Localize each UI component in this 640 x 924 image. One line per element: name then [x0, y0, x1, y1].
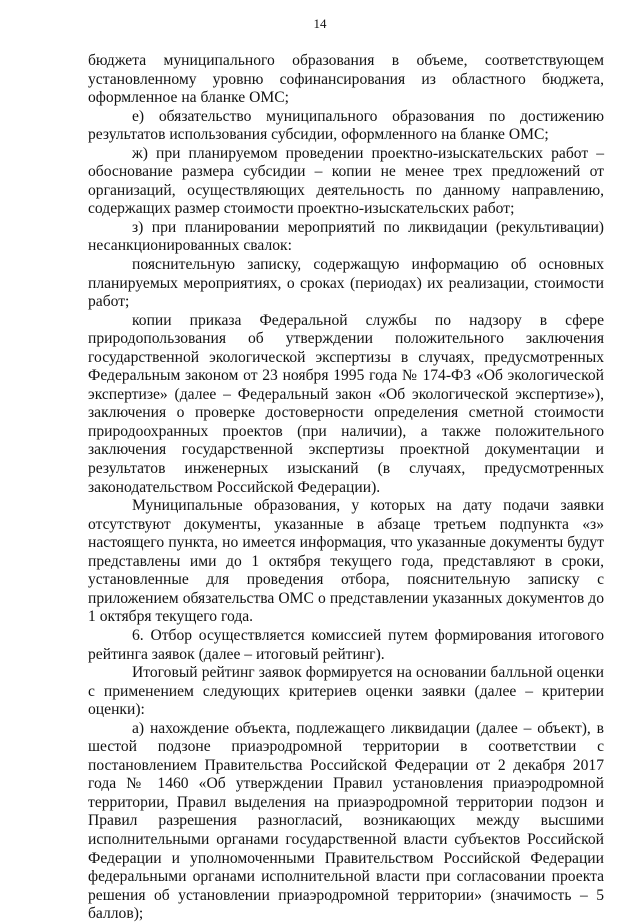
paragraph-item-zh: ж) при планируемом проведении проектно-изыскательских работ – обоснование размера субсидии – копии не менее трех предложений от организаций, осуществляющих деятельность по данному направлению, содержащих размер стоимости проектно-изыскательских работ; — [88, 144, 604, 218]
paragraph-continuation: бюджета муниципального образования в объеме, соответствующем установленному уровню софинансирования из областного бюджета, оформленное на бланке ОМС; — [88, 52, 604, 107]
paragraph-rating: Итоговый рейтинг заявок формируется на основании балльной оценки с применением следующих критериев оценки заявки (далее – критерии оценки): — [88, 664, 604, 719]
paragraph-municipalities: Муниципальные образования, у которых на дату подачи заявки отсутствуют документы, указанные в абзаце третьем подпункта «з» настоящего пункта, но имеется информация, что указанные документы будут представлены ими до 1 октября текущего года, представляют в сроки, установленные для проведения отбора, пояснительную записку с приложением обязательства ОМС о представлении указанных документов до 1 октября текущего года. — [88, 497, 604, 626]
paragraph-item-a: а) нахождение объекта, подлежащего ликвидации (далее – объект), в шестой подзоне приаэродромной территории в соответствии с постановлением Правительства Российской Федерации от 2 декабря 2017 года № 1460 «Об утверждении Правил установления приаэродромной территории, Правил выделения на приаэродромной территории подзон и Правил разрешения разногласий, возникающих между высшими исполнительными органами государственной власти субъектов Российской Федерации и уполномоченными Правительством Российской Федерации федеральными органами исполнительной власти при согласовании проекта решения об установлении приаэродромной территории» (значимость – 5 баллов); — [88, 719, 604, 923]
paragraph-item-6: 6. Отбор осуществляется комиссией путем формирования итогового рейтинга заявок (далее – итоговый рейтинг). — [88, 626, 604, 663]
paragraph-explanatory-note: пояснительную записку, содержащую информацию об основных планируемых мероприятиях, о сроках (периодах) их реализации, стоимости работ; — [88, 256, 604, 311]
paragraph-item-z: з) при планировании мероприятий по ликвидации (рекультивации) несанкционированных свалок: — [88, 218, 604, 255]
paragraph-item-e: е) обязательство муниципального образования по достижению результатов использования субсидии, оформленного на бланке ОМС; — [88, 107, 604, 144]
document-body — [88, 52, 604, 924]
page-number: 14 — [313, 16, 327, 31]
paragraph-order-copies: копии приказа Федеральной службы по надзору в сфере природопользования об утверждении положительного заключения государственной экологической экспертизы в случаях, предусмотренных Федеральным законом от 23 ноября 1995 года № 174-ФЗ «Об экологической экспертизе» (далее – Федеральный закон «Об экологической экспертизе»), заключения о проверке достоверности определения сметной стоимости природоохранных проектов (при наличии), а также положительного заключения государственной экспертизы проектной документации и результатов инженерных изысканий (в случаях, предусмотренных законодательством Российской Федерации). — [88, 311, 604, 496]
